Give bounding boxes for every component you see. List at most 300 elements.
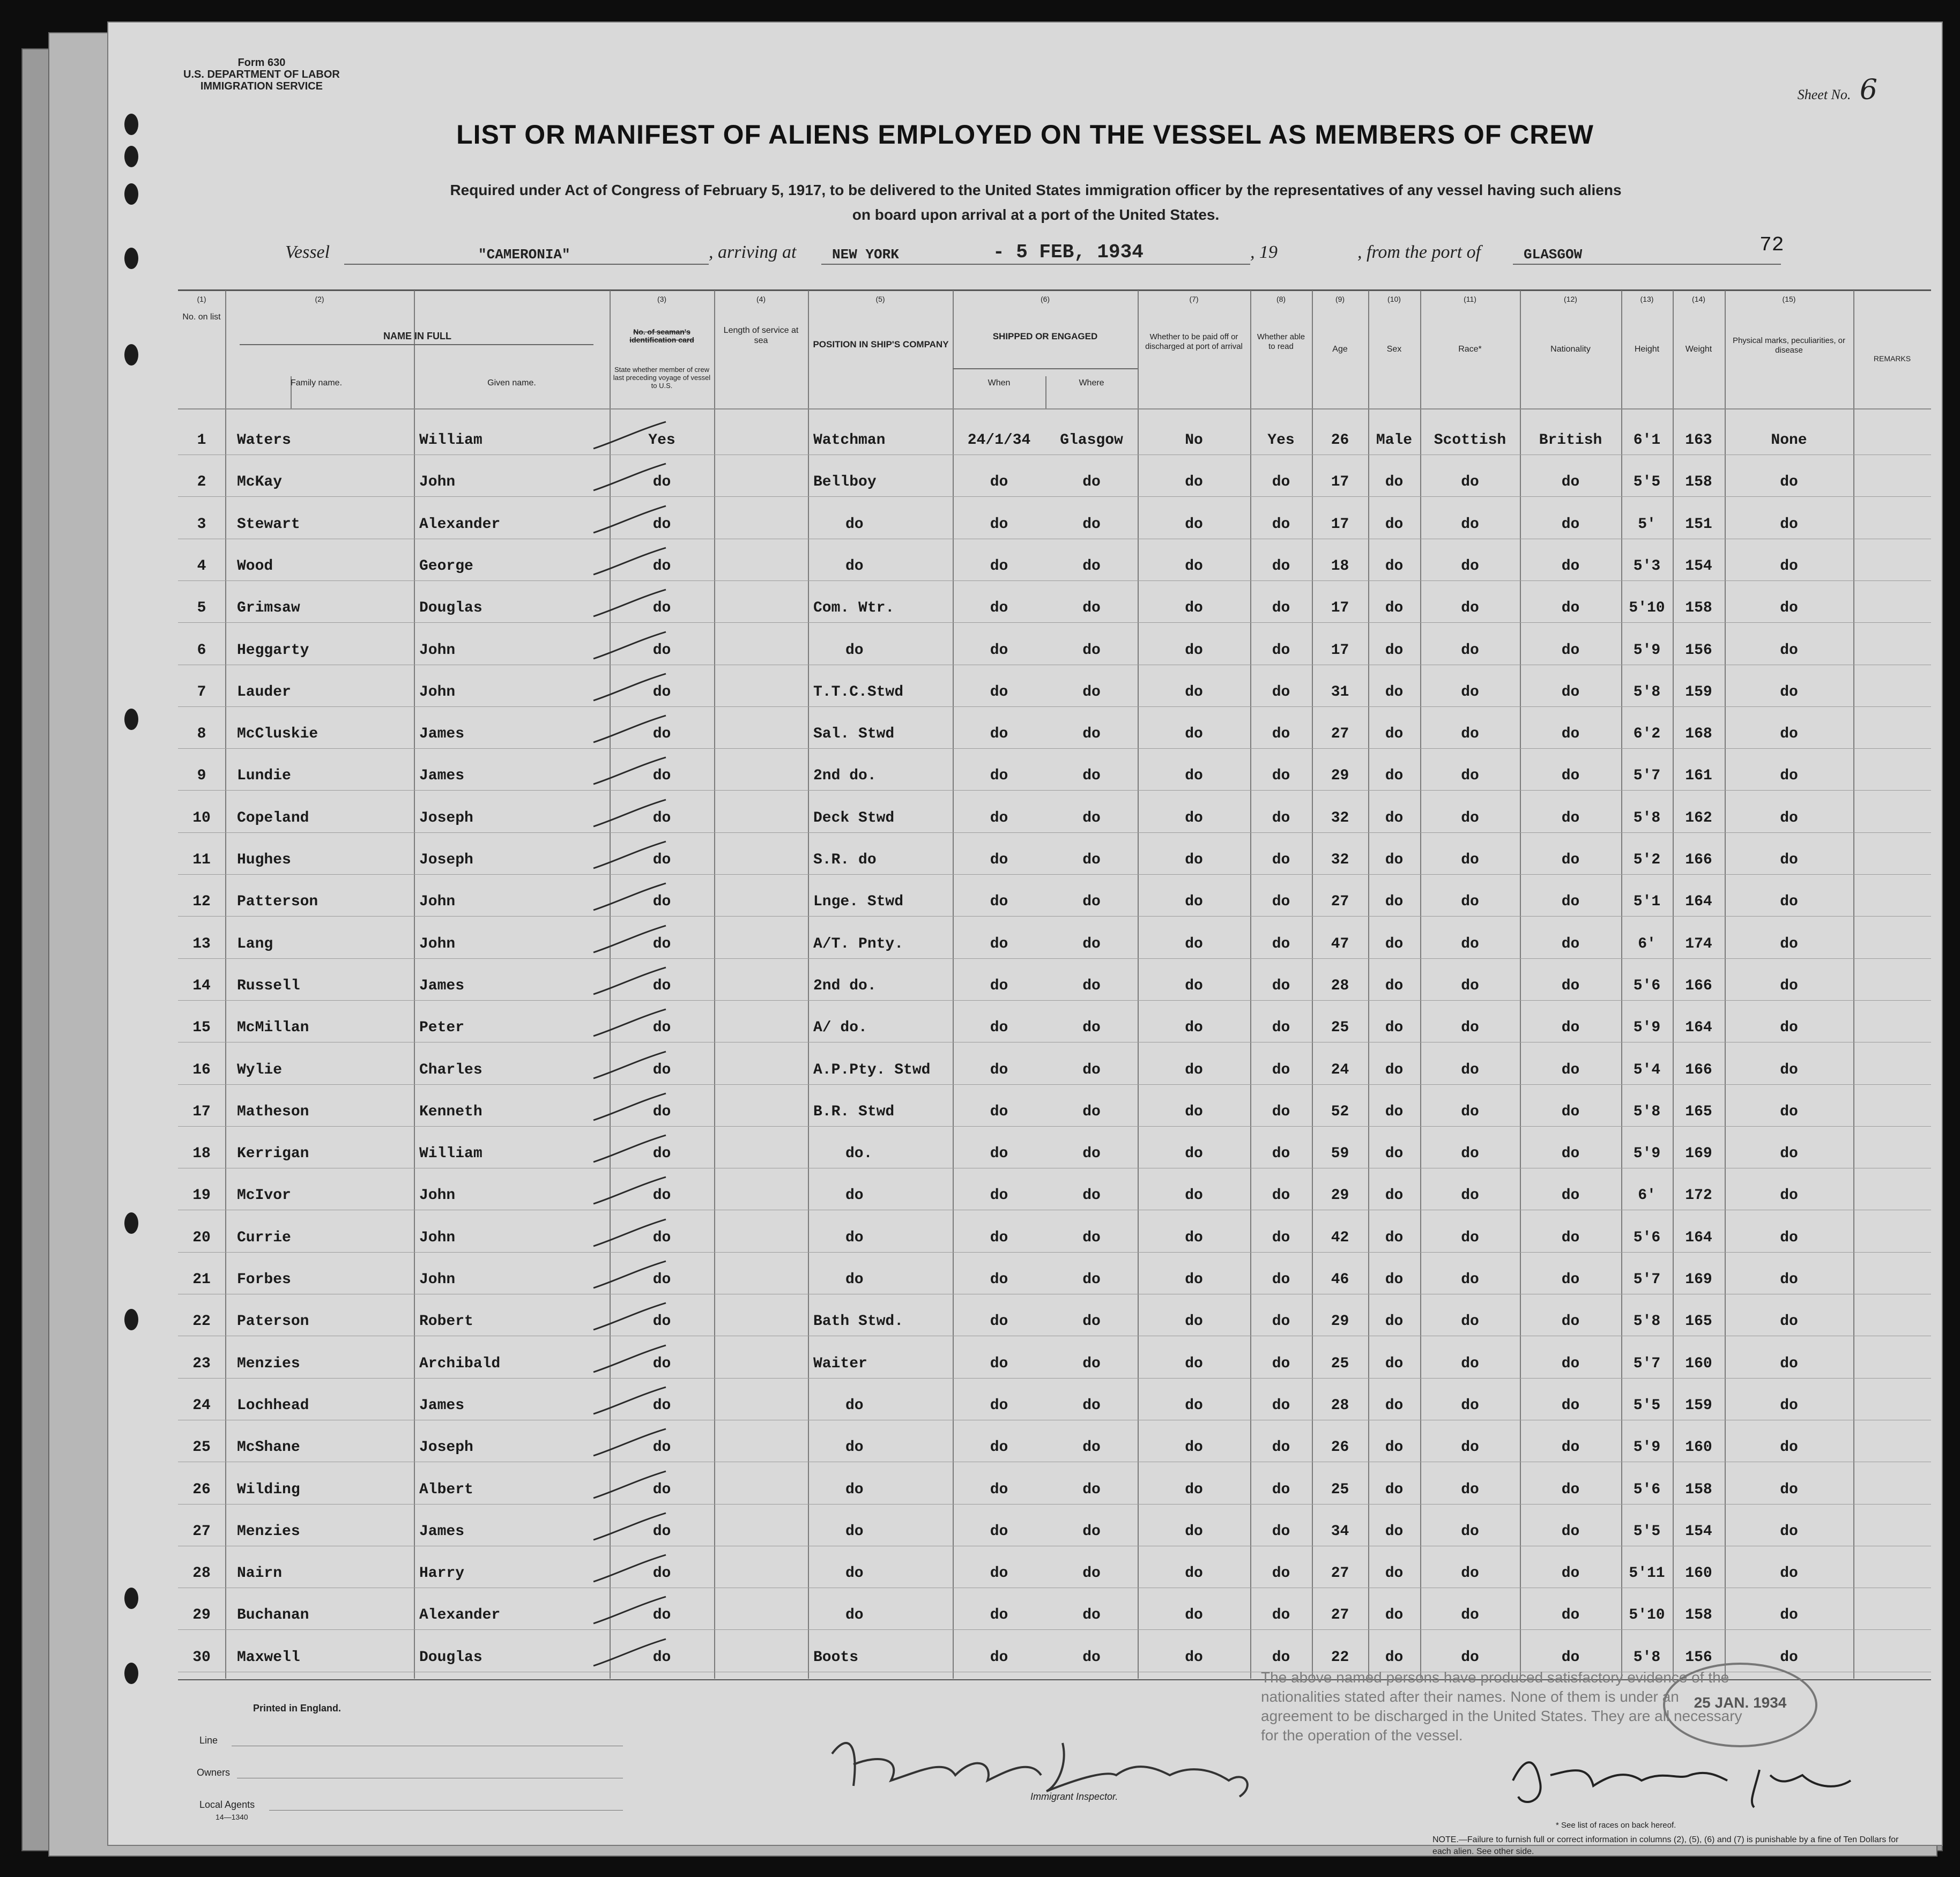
- able-to-read-cell: do: [1272, 768, 1290, 785]
- shipped-where-cell: do: [1082, 809, 1101, 826]
- column-number: (9): [1335, 295, 1345, 303]
- age-cell: 29: [1331, 1313, 1349, 1330]
- check-stroke: [591, 839, 671, 871]
- binder-hole: [124, 1212, 138, 1234]
- able-to-read-cell: do: [1272, 683, 1290, 701]
- weight-cell: 172: [1685, 1187, 1712, 1204]
- weight-cell: 165: [1685, 1103, 1712, 1120]
- race-cell: do: [1461, 852, 1479, 868]
- shipped-when-cell: do: [990, 642, 1008, 659]
- check-stroke-path: [593, 1135, 666, 1162]
- row-number-cell: 23: [192, 1355, 211, 1372]
- check-stroke-path: [593, 1639, 666, 1666]
- previous-voyage-cell: do: [652, 642, 671, 659]
- owners-label: Owners: [197, 1767, 231, 1778]
- shipped-where-cell: do: [1082, 1565, 1101, 1582]
- shipped-where-cell: do: [1082, 1313, 1101, 1330]
- previous-voyage-cell: do: [652, 809, 671, 826]
- race-cell: do: [1461, 1103, 1479, 1120]
- height-cell: 6'1: [1633, 432, 1661, 449]
- family-name-cell: Lundie: [237, 768, 291, 785]
- physical-marks-cell: do: [1780, 557, 1798, 575]
- paid-off-cell: do: [1185, 977, 1203, 994]
- check-stroke-path: [593, 883, 666, 910]
- shipped-where-cell: do: [1082, 1061, 1101, 1078]
- shipped-when-cell: do: [990, 1145, 1008, 1163]
- height-cell: 5'7: [1633, 1271, 1661, 1288]
- weight-cell: 158: [1685, 1607, 1712, 1624]
- department-name: U.S. DEPARTMENT OF LABOR: [183, 69, 340, 80]
- shipped-where-cell: do: [1082, 1271, 1101, 1288]
- check-stroke: [591, 503, 671, 535]
- weight-cell: 158: [1685, 600, 1712, 617]
- row-rule: [178, 706, 1931, 707]
- family-name-cell: Heggarty: [237, 642, 309, 659]
- superintendent-signature: [1502, 1748, 1867, 1813]
- age-cell: 29: [1331, 1187, 1349, 1204]
- shipped-when-cell: 24/1/34: [967, 432, 1031, 449]
- previous-voyage-cell: do: [652, 1649, 671, 1666]
- binder-hole: [124, 1588, 138, 1609]
- service-name: IMMIGRATION SERVICE: [200, 80, 323, 92]
- weight-cell: 160: [1685, 1565, 1712, 1582]
- able-to-read-cell: do: [1272, 1103, 1290, 1120]
- paid-off-cell: do: [1185, 1481, 1203, 1498]
- nationality-cell: do: [1561, 809, 1580, 826]
- sex-cell: do: [1385, 557, 1404, 575]
- height-cell: 6': [1638, 1187, 1656, 1204]
- previous-voyage-cell: do: [652, 1019, 671, 1037]
- nationality-cell: do: [1561, 1481, 1580, 1498]
- family-name-cell: McIvor: [237, 1187, 291, 1204]
- shipped-when-cell: do: [990, 1229, 1008, 1246]
- height-cell: 5'9: [1633, 1145, 1661, 1163]
- check-stroke: [591, 1510, 671, 1543]
- row-number-cell: 21: [192, 1271, 211, 1288]
- physical-marks-cell: do: [1780, 1523, 1798, 1540]
- able-to-read-cell: do: [1272, 557, 1290, 575]
- nationality-cell: do: [1561, 768, 1580, 785]
- age-cell: 27: [1331, 1565, 1349, 1582]
- check-stroke-path: [593, 967, 666, 994]
- given-name-cell: James: [419, 977, 465, 994]
- given-name-cell: Joseph: [419, 809, 473, 826]
- physical-marks-cell: do: [1780, 1103, 1798, 1120]
- paid-off-cell: do: [1185, 1355, 1203, 1372]
- nationality-cell: do: [1561, 1229, 1580, 1246]
- weight-cell: 161: [1685, 768, 1712, 785]
- position-cell: Boots: [813, 1649, 859, 1666]
- height-cell: 5'8: [1633, 683, 1661, 701]
- able-to-read-cell: do: [1272, 726, 1290, 743]
- shipped-when-cell: do: [990, 600, 1008, 617]
- position-cell: do: [845, 1271, 864, 1288]
- column-number: (7): [1189, 295, 1199, 303]
- given-name-cell: Robert: [419, 1313, 473, 1330]
- previous-voyage-cell: do: [652, 1229, 671, 1246]
- sheet-number-value: 6: [1859, 74, 1877, 106]
- shipped-when-cell: do: [990, 1313, 1008, 1330]
- age-cell: 34: [1331, 1523, 1349, 1540]
- position-cell: do: [845, 1439, 864, 1456]
- sex-cell: do: [1385, 1271, 1404, 1288]
- family-name-cell: Lang: [237, 935, 273, 952]
- shipped-where-cell: do: [1082, 935, 1101, 952]
- check-stroke-path: [593, 464, 666, 490]
- race-cell: do: [1461, 1061, 1479, 1078]
- paid-off-cell: do: [1185, 893, 1203, 911]
- check-stroke-path: [593, 1471, 666, 1498]
- given-name-cell: John: [419, 642, 456, 659]
- race-cell: do: [1461, 1271, 1479, 1288]
- nationality-statement-stamp: The above named persons have produced satisfactory evidence of the nationalities stated after their names. None of them is under an agreement to be discharged in the United States. They are all necessary for the operation of the vessel.: [1261, 1669, 1742, 1744]
- position-cell: do: [845, 557, 864, 575]
- sex-cell: do: [1385, 768, 1404, 785]
- family-name-cell: Copeland: [237, 809, 309, 826]
- weight-cell: 174: [1685, 935, 1712, 952]
- row-rule: [178, 958, 1931, 959]
- physical-marks-cell: do: [1780, 935, 1798, 952]
- row-rule: [178, 832, 1931, 833]
- age-cell: 59: [1331, 1145, 1349, 1163]
- binder-hole: [124, 1663, 138, 1684]
- able-to-read-cell: do: [1272, 1649, 1290, 1666]
- arriving-label: , arriving at: [709, 242, 797, 262]
- column-number: (14): [1692, 295, 1705, 303]
- previous-voyage-cell: do: [652, 600, 671, 617]
- family-name-cell: McShane: [237, 1439, 300, 1456]
- row-rule: [178, 1629, 1931, 1630]
- physical-marks-cell: do: [1780, 1481, 1798, 1498]
- shipped-when-cell: do: [990, 1061, 1008, 1078]
- check-stroke-path: [593, 590, 666, 616]
- sex-cell: do: [1385, 726, 1404, 743]
- position-cell: S.R. do: [813, 852, 877, 868]
- sex-cell: do: [1385, 1481, 1404, 1498]
- height-cell: 5': [1638, 516, 1656, 533]
- row-number-cell: 30: [192, 1649, 211, 1666]
- shipped-where-cell: do: [1082, 726, 1101, 743]
- check-stroke: [591, 881, 671, 913]
- header-position: POSITION IN SHIP'S COMPANY: [813, 339, 949, 349]
- sheet-number: [1798, 74, 1877, 106]
- header-age: Age: [1332, 345, 1348, 354]
- family-name-cell: Matheson: [237, 1103, 309, 1120]
- check-stroke: [591, 1007, 671, 1039]
- shipped-when-cell: do: [990, 1439, 1008, 1456]
- able-to-read-cell: Yes: [1267, 432, 1295, 449]
- nationality-cell: do: [1561, 474, 1580, 491]
- paid-off-cell: do: [1185, 1019, 1203, 1037]
- given-name-cell: John: [419, 935, 456, 952]
- physical-marks-cell: do: [1780, 1607, 1798, 1624]
- shipped-where-cell: do: [1082, 1607, 1101, 1624]
- paid-off-cell: do: [1185, 852, 1203, 868]
- sex-cell: do: [1385, 1145, 1404, 1163]
- previous-voyage-cell: do: [652, 683, 671, 701]
- height-cell: 5'6: [1633, 1481, 1661, 1498]
- physical-marks-cell: do: [1780, 516, 1798, 533]
- shipped-when-cell: do: [990, 516, 1008, 533]
- row-rule: [178, 790, 1931, 791]
- nationality-cell: do: [1561, 1271, 1580, 1288]
- row-number-cell: 17: [192, 1103, 211, 1120]
- row-number-cell: 9: [197, 768, 206, 785]
- check-stroke: [591, 1091, 671, 1123]
- race-cell: do: [1461, 1439, 1479, 1456]
- shipped-when-cell: do: [990, 768, 1008, 785]
- physical-marks-cell: do: [1780, 1355, 1798, 1372]
- check-stroke-path: [593, 1597, 666, 1623]
- vessel-name: "CAMERONIA": [478, 247, 570, 263]
- able-to-read-cell: do: [1272, 1355, 1290, 1372]
- previous-voyage-cell: do: [652, 1523, 671, 1540]
- physical-marks-cell: do: [1780, 600, 1798, 617]
- given-name-cell: James: [419, 1523, 465, 1540]
- check-stroke-path: [593, 1513, 666, 1540]
- given-name-cell: Alexander: [419, 1607, 501, 1624]
- position-cell: Sal. Stwd: [813, 726, 895, 743]
- able-to-read-cell: do: [1272, 1271, 1290, 1288]
- previous-voyage-cell: do: [652, 1565, 671, 1582]
- position-cell: Lnge. Stwd: [813, 893, 904, 911]
- position-cell: do: [845, 1187, 864, 1204]
- check-stroke-path: [593, 548, 666, 575]
- age-cell: 52: [1331, 1103, 1349, 1120]
- physical-marks-cell: do: [1780, 1271, 1798, 1288]
- row-number-cell: 1: [197, 432, 206, 449]
- shipped-when-cell: do: [990, 935, 1008, 952]
- age-cell: 25: [1331, 1019, 1349, 1037]
- age-cell: 27: [1331, 1607, 1349, 1624]
- check-stroke-path: [593, 1387, 666, 1414]
- able-to-read-cell: do: [1272, 1565, 1290, 1582]
- sex-cell: do: [1385, 935, 1404, 952]
- family-name-cell: Lauder: [237, 683, 291, 701]
- header-height: Height: [1634, 345, 1660, 354]
- check-stroke: [591, 965, 671, 997]
- shipped-when-cell: do: [990, 683, 1008, 701]
- paid-off-cell: do: [1185, 1313, 1203, 1330]
- family-name-cell: Forbes: [237, 1271, 291, 1288]
- age-cell: 17: [1331, 600, 1349, 617]
- shipped-where-cell: do: [1082, 1145, 1101, 1163]
- able-to-read-cell: do: [1272, 1481, 1290, 1498]
- shipped-when-cell: do: [990, 1649, 1008, 1666]
- physical-marks-cell: do: [1780, 1145, 1798, 1163]
- height-cell: 5'8: [1633, 1649, 1661, 1666]
- height-cell: 5'10: [1629, 1607, 1665, 1624]
- previous-voyage-cell: do: [652, 1313, 671, 1330]
- previous-voyage-cell: Yes: [648, 432, 675, 449]
- check-stroke: [591, 1343, 671, 1375]
- check-stroke: [591, 629, 671, 661]
- age-cell: 28: [1331, 1397, 1349, 1414]
- shipped-when-cell: do: [990, 1271, 1008, 1288]
- race-cell: do: [1461, 1355, 1479, 1372]
- given-name-cell: William: [419, 1145, 482, 1163]
- given-name-cell: John: [419, 474, 456, 491]
- sex-cell: do: [1385, 1061, 1404, 1078]
- race-cell: do: [1461, 1565, 1479, 1582]
- header-remarks: REMARKS: [1873, 354, 1911, 363]
- check-stroke-path: [593, 422, 666, 449]
- able-to-read-cell: do: [1272, 1061, 1290, 1078]
- weight-cell: 154: [1685, 1523, 1712, 1540]
- given-name-cell: John: [419, 1271, 456, 1288]
- race-cell: Scottish: [1434, 432, 1506, 449]
- able-to-read-cell: do: [1272, 893, 1290, 911]
- paid-off-cell: do: [1185, 1397, 1203, 1414]
- previous-voyage-cell: do: [652, 1271, 671, 1288]
- family-name-cell: Wilding: [237, 1481, 300, 1498]
- age-cell: 27: [1331, 893, 1349, 911]
- family-name-cell: Buchanan: [237, 1607, 309, 1624]
- height-cell: 5'5: [1633, 474, 1661, 491]
- age-cell: 24: [1331, 1061, 1349, 1078]
- previous-voyage-cell: do: [652, 516, 671, 533]
- previous-voyage-cell: do: [652, 1397, 671, 1414]
- height-cell: 5'7: [1633, 1355, 1661, 1372]
- physical-marks-cell: do: [1780, 474, 1798, 491]
- paid-off-cell: do: [1185, 1607, 1203, 1624]
- shipped-where-cell: do: [1082, 1649, 1101, 1666]
- header-family-name: Family name.: [290, 378, 343, 388]
- row-number-cell: 13: [192, 935, 211, 952]
- height-cell: 5'2: [1633, 852, 1661, 868]
- shipped-when-cell: do: [990, 1187, 1008, 1204]
- nationality-cell: do: [1561, 642, 1580, 659]
- able-to-read-cell: do: [1272, 852, 1290, 868]
- see-list-note: * See list of races on back hereof.: [1556, 1821, 1676, 1830]
- shipped-when-cell: do: [990, 1103, 1008, 1120]
- shipped-where-cell: do: [1082, 600, 1101, 617]
- age-cell: 27: [1331, 726, 1349, 743]
- position-cell: B.R. Stwd: [813, 1103, 895, 1120]
- shipped-when-cell: do: [990, 1019, 1008, 1037]
- nationality-cell: do: [1561, 1523, 1580, 1540]
- position-cell: do: [845, 1481, 864, 1498]
- family-name-cell: Nairn: [237, 1565, 283, 1582]
- shipped-when-cell: do: [990, 1355, 1008, 1372]
- header-able-to-read: Whether able to read: [1257, 332, 1305, 351]
- position-cell: A/T. Pnty.: [813, 935, 904, 952]
- row-number-cell: 27: [192, 1523, 211, 1540]
- row-number-cell: 3: [197, 516, 206, 533]
- age-cell: 18: [1331, 557, 1349, 575]
- position-cell: Com. Wtr.: [813, 600, 895, 617]
- nationality-cell: do: [1561, 1439, 1580, 1456]
- physical-marks-cell: do: [1780, 1229, 1798, 1246]
- check-stroke-path: [593, 506, 666, 533]
- able-to-read-cell: do: [1272, 1187, 1290, 1204]
- physical-marks-cell: do: [1780, 1439, 1798, 1456]
- paid-off-cell: do: [1185, 683, 1203, 701]
- age-cell: 17: [1331, 642, 1349, 659]
- family-name-cell: McMillan: [237, 1019, 309, 1037]
- column-number: (11): [1464, 295, 1476, 303]
- age-cell: 31: [1331, 683, 1349, 701]
- able-to-read-cell: do: [1272, 1313, 1290, 1330]
- position-cell: do: [845, 642, 864, 659]
- column-number: (6): [1040, 295, 1050, 303]
- height-cell: 5'6: [1633, 1229, 1661, 1246]
- row-number-cell: 10: [192, 809, 211, 826]
- able-to-read-cell: do: [1272, 935, 1290, 952]
- year-label: , 19: [1250, 242, 1278, 262]
- family-name-cell: Menzies: [237, 1355, 300, 1372]
- race-cell: do: [1461, 557, 1479, 575]
- previous-voyage-cell: do: [652, 935, 671, 952]
- physical-marks-cell: do: [1780, 1397, 1798, 1414]
- binder-hole: [124, 344, 138, 366]
- header-length-service: Length of service at sea: [723, 326, 799, 345]
- race-cell: do: [1461, 1187, 1479, 1204]
- position-cell: do: [845, 516, 864, 533]
- given-name-cell: John: [419, 893, 456, 911]
- weight-cell: 166: [1685, 1061, 1712, 1078]
- header-shipped: SHIPPED OR ENGAGED: [992, 331, 1098, 341]
- given-name-cell: Albert: [419, 1481, 473, 1498]
- weight-cell: 163: [1685, 432, 1712, 449]
- shipped-where-cell: do: [1082, 977, 1101, 994]
- able-to-read-cell: do: [1272, 1523, 1290, 1540]
- position-cell: A/ do.: [813, 1019, 867, 1037]
- row-rule: [178, 1084, 1931, 1085]
- weight-cell: 156: [1685, 1649, 1712, 1666]
- row-number-cell: 4: [197, 557, 206, 575]
- previous-voyage-cell: do: [652, 557, 671, 575]
- age-cell: 17: [1331, 474, 1349, 491]
- previous-voyage-cell: do: [652, 726, 671, 743]
- shipped-when-cell: do: [990, 474, 1008, 491]
- nationality-cell: do: [1561, 1397, 1580, 1414]
- paid-off-cell: do: [1185, 516, 1203, 533]
- paid-off-cell: do: [1185, 474, 1203, 491]
- check-stroke: [591, 1133, 671, 1165]
- given-name-cell: Alexander: [419, 516, 501, 533]
- row-number-cell: 15: [192, 1019, 211, 1037]
- able-to-read-cell: do: [1272, 600, 1290, 617]
- row-rule: [178, 1252, 1931, 1253]
- column-number: (4): [756, 295, 766, 303]
- sheet-number-label: Sheet No.: [1797, 87, 1851, 102]
- given-name-cell: Douglas: [419, 1649, 482, 1666]
- check-stroke: [591, 1469, 671, 1501]
- check-stroke-path: [593, 1009, 666, 1036]
- paid-off-cell: do: [1185, 557, 1203, 575]
- able-to-read-cell: do: [1272, 1145, 1290, 1163]
- check-stroke: [591, 1174, 671, 1206]
- race-cell: do: [1461, 1607, 1479, 1624]
- paid-off-cell: No: [1185, 432, 1203, 449]
- sex-cell: do: [1385, 1607, 1404, 1624]
- date-stamp: [1663, 1663, 1817, 1747]
- family-name-cell: Waters: [237, 432, 291, 449]
- row-number-cell: 14: [192, 977, 211, 994]
- weight-cell: 160: [1685, 1439, 1712, 1456]
- subtitle-line-2: on board upon arrival at a port of the United States.: [852, 206, 1220, 223]
- row-number-cell: 5: [197, 600, 206, 617]
- nationality-cell: do: [1561, 1607, 1580, 1624]
- paid-off-cell: do: [1185, 1439, 1203, 1456]
- able-to-read-cell: do: [1272, 809, 1290, 826]
- family-name-cell: Patterson: [237, 893, 318, 911]
- age-cell: 25: [1331, 1355, 1349, 1372]
- arrival-date: - 5 FEB, 1934: [993, 241, 1144, 263]
- able-to-read-cell: do: [1272, 474, 1290, 491]
- binder-hole: [124, 709, 138, 730]
